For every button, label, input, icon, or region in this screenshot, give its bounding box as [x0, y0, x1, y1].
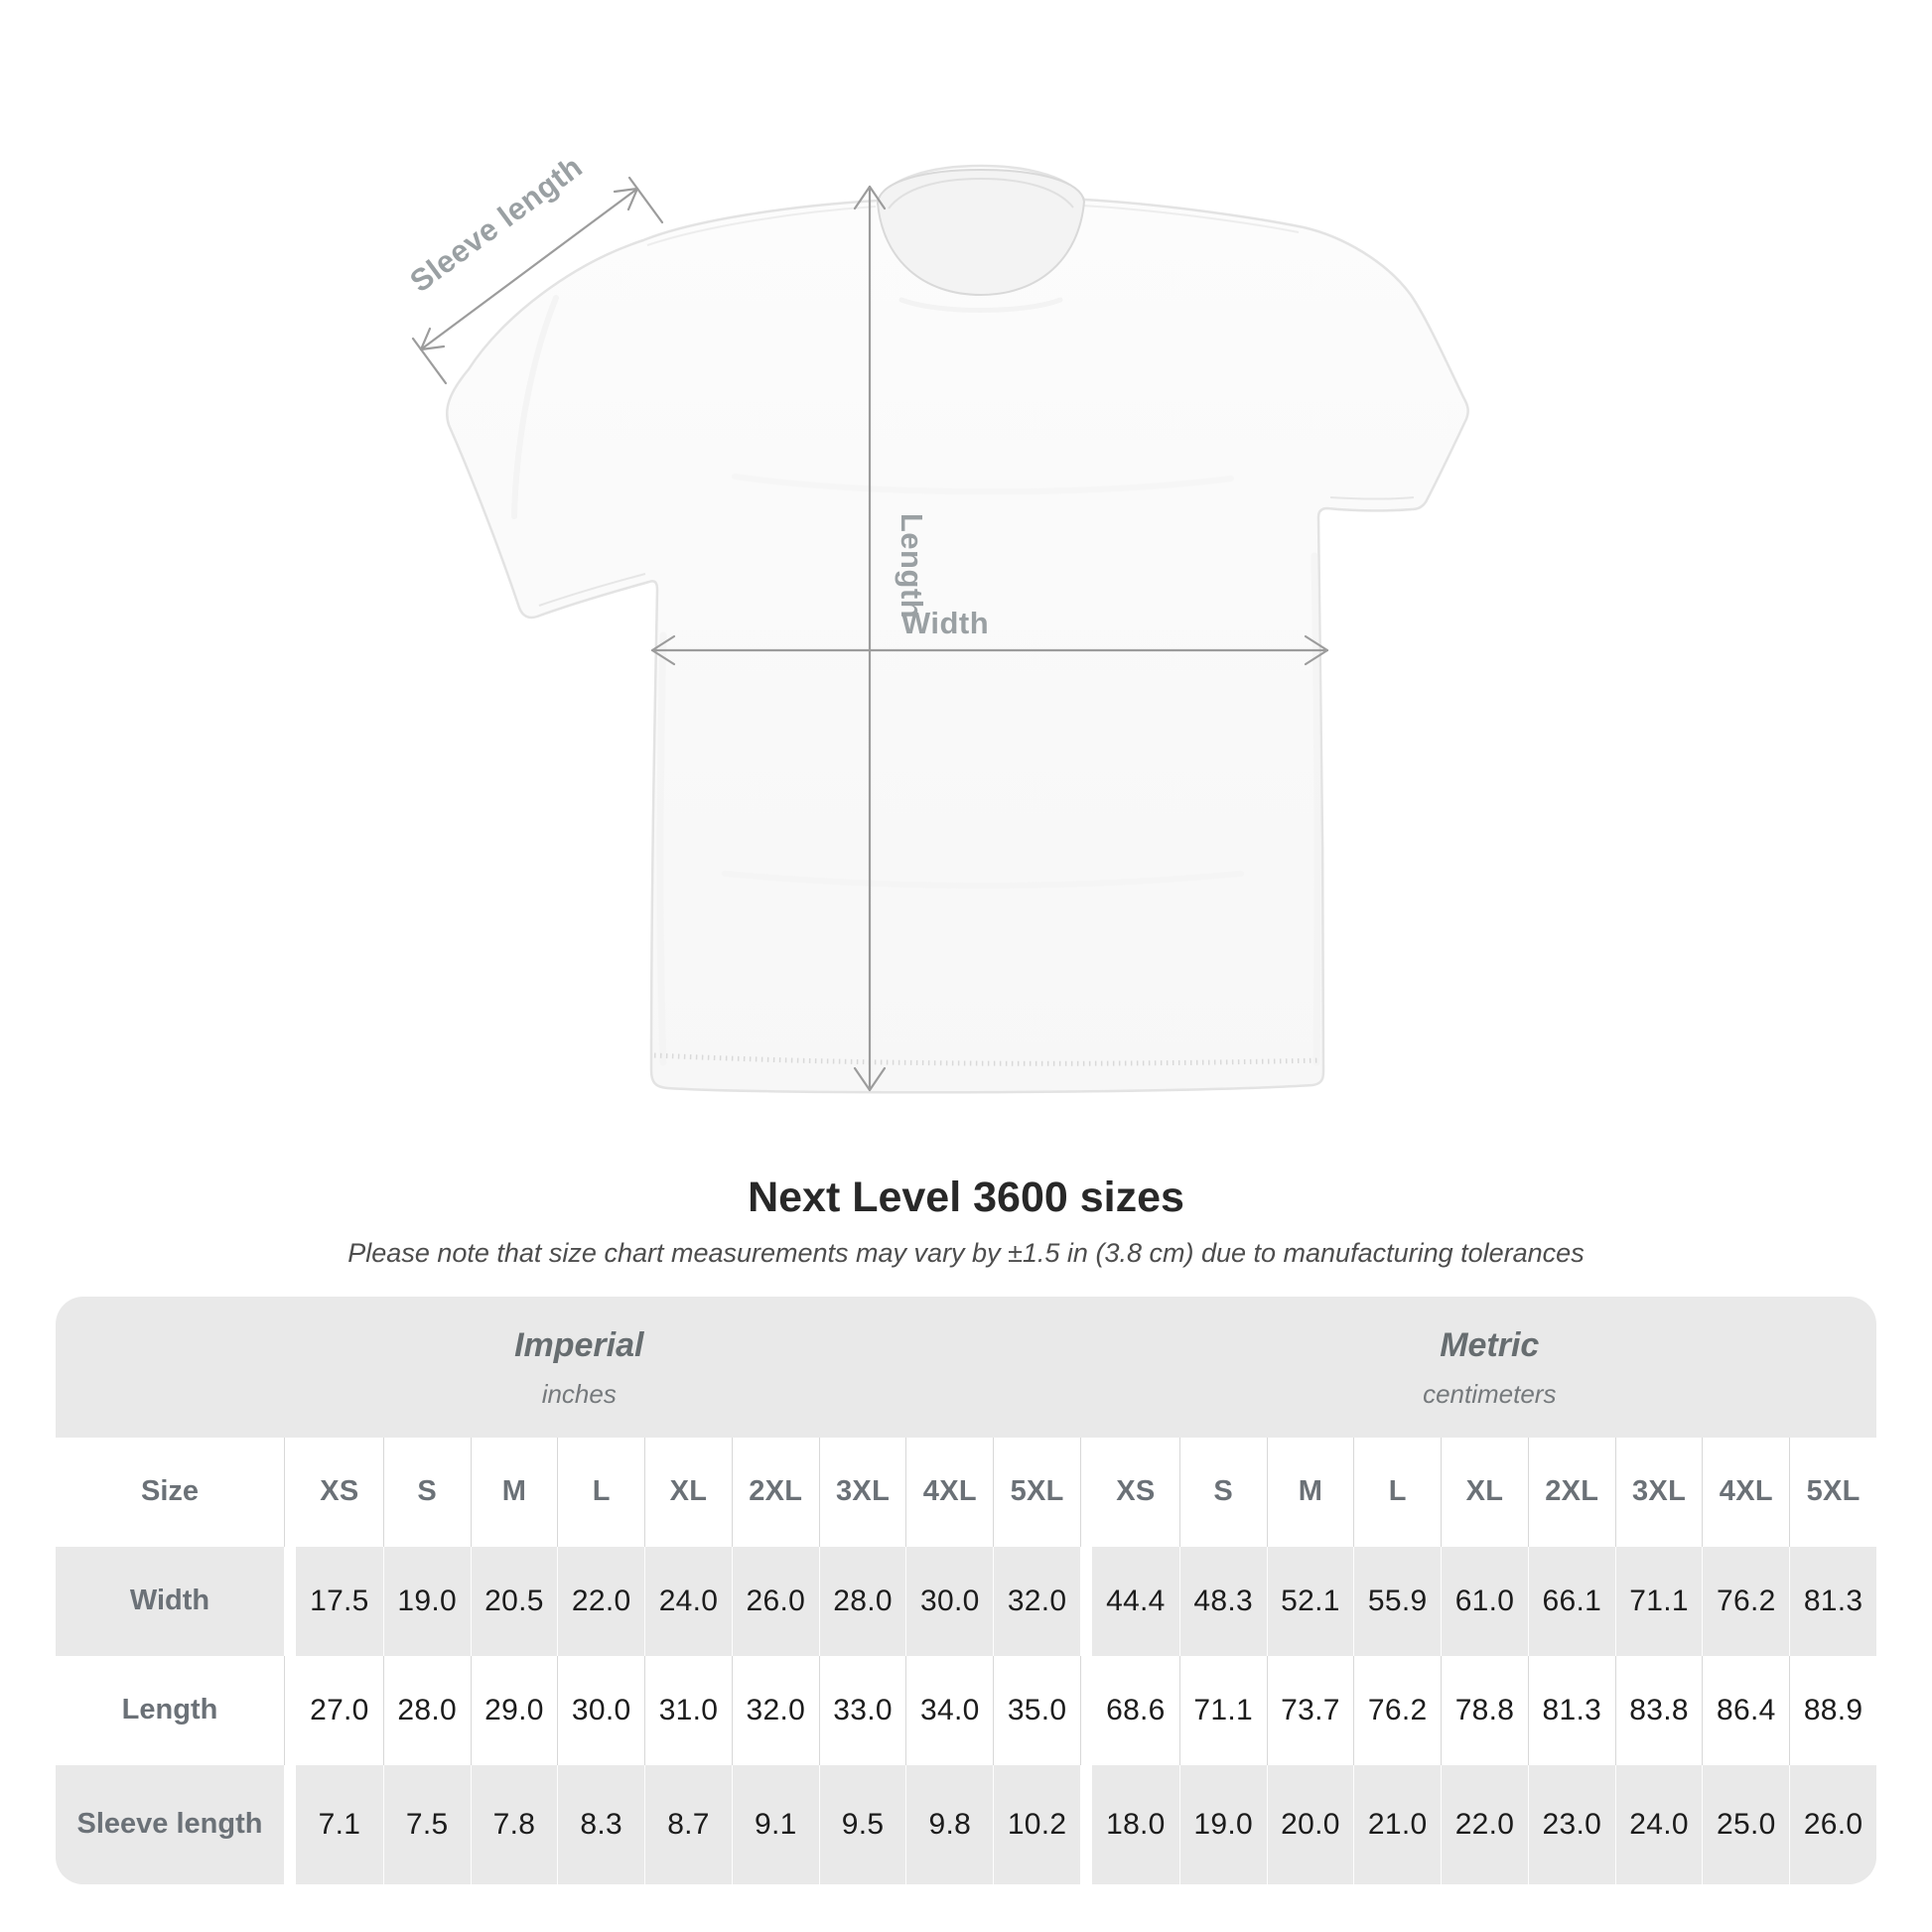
size-value-cell: 44.4: [1106, 1584, 1166, 1617]
size-value-cell: 30.0: [905, 1547, 993, 1656]
size-value-cell: 86.4: [1702, 1656, 1789, 1765]
section-separator: [1080, 1547, 1092, 1656]
size-column-header: 3XL: [819, 1438, 906, 1547]
section-separator: [1080, 1765, 1092, 1884]
size-column-header: 4XL: [1702, 1438, 1789, 1547]
size-value-cell: 20.5: [471, 1547, 558, 1656]
size-chart-table: [56, 1297, 1876, 1884]
size-value-cell: 71.1: [1179, 1656, 1267, 1765]
size-value-cell: 66.1: [1528, 1547, 1615, 1656]
section-separator: [1080, 1656, 1092, 1765]
size-grid: [56, 1438, 1876, 1884]
size-header-label: Size: [140, 1475, 200, 1508]
page-title: Next Level 3600 sizes: [748, 1173, 1184, 1221]
size-column-header: 2XL: [732, 1438, 819, 1547]
table-row: [56, 1547, 1876, 1656]
size-value-cell: 24.0: [644, 1547, 732, 1656]
size-value-cell: 26.0: [732, 1547, 819, 1656]
size-value-cell: 31.0: [644, 1656, 732, 1765]
size-value-cell: 8.7: [644, 1765, 732, 1884]
size-value-cell: 20.0: [1267, 1765, 1354, 1884]
size-value-cell: 29.0: [471, 1656, 558, 1765]
size-column-header: S: [383, 1438, 471, 1547]
size-value-cell: 52.1: [1267, 1547, 1354, 1656]
size-column-header: 5XL: [993, 1438, 1080, 1547]
section-separator: [284, 1438, 296, 1547]
size-value-cell: 7.8: [471, 1765, 558, 1884]
size-value-cell: 48.3: [1179, 1547, 1267, 1656]
size-value-cell: 27.0: [310, 1693, 369, 1726]
size-value-cell: 73.7: [1267, 1656, 1354, 1765]
table-row: [56, 1656, 1876, 1765]
size-value-cell: 81.3: [1528, 1656, 1615, 1765]
section-separator: [284, 1656, 296, 1765]
section-separator: [284, 1547, 296, 1656]
size-value-cell: 30.0: [557, 1656, 644, 1765]
imperial-section-header: [56, 1297, 1103, 1438]
size-column-header: L: [1353, 1438, 1441, 1547]
sleeve-length-tick-end: [629, 178, 662, 222]
size-value-cell: 83.8: [1615, 1656, 1703, 1765]
size-value-cell: 9.8: [905, 1765, 993, 1884]
size-value-cell: 33.0: [819, 1656, 906, 1765]
size-column-header: 4XL: [905, 1438, 993, 1547]
size-value-cell: 9.1: [732, 1765, 819, 1884]
length-label: Length: [895, 512, 929, 620]
size-column-header: S: [1179, 1438, 1267, 1547]
sleeve-length-tick-start: [413, 339, 446, 383]
metric-title: Metric: [1440, 1325, 1540, 1364]
metric-unit: centimeters: [1423, 1378, 1557, 1409]
body-left-shade: [660, 635, 663, 1062]
size-value-cell: 19.0: [1179, 1765, 1267, 1884]
imperial-unit: inches: [541, 1378, 617, 1409]
size-value-cell: 22.0: [557, 1547, 644, 1656]
size-value-cell: 68.6: [1106, 1693, 1166, 1726]
size-column-header: 5XL: [1789, 1438, 1876, 1547]
size-value-cell: 7.1: [318, 1807, 361, 1841]
size-column-header: 3XL: [1615, 1438, 1703, 1547]
size-value-cell: 17.5: [310, 1584, 369, 1617]
size-value-cell: 55.9: [1353, 1547, 1441, 1656]
size-value-cell: 35.0: [993, 1656, 1080, 1765]
imperial-title: Imperial: [514, 1325, 644, 1364]
size-value-cell: 7.5: [383, 1765, 471, 1884]
size-value-cell: 78.8: [1441, 1656, 1528, 1765]
table-row: [56, 1438, 1876, 1547]
size-column-header: XL: [1441, 1438, 1528, 1547]
sleeve-length-label: Sleeve length: [403, 149, 590, 300]
width-label: Width: [900, 606, 990, 640]
size-column-header: M: [1267, 1438, 1354, 1547]
metric-section-header: [1103, 1297, 1876, 1438]
size-value-cell: 32.0: [993, 1547, 1080, 1656]
size-value-cell: 76.2: [1702, 1547, 1789, 1656]
size-value-cell: 21.0: [1353, 1765, 1441, 1884]
size-value-cell: 28.0: [819, 1547, 906, 1656]
size-value-cell: 71.1: [1615, 1547, 1703, 1656]
size-value-cell: 34.0: [905, 1656, 993, 1765]
size-column-header: XL: [644, 1438, 732, 1547]
table-row: [56, 1765, 1876, 1884]
row-label: Length: [121, 1694, 218, 1726]
size-value-cell: 28.0: [383, 1656, 471, 1765]
size-value-cell: 19.0: [383, 1547, 471, 1656]
unit-header-band: [56, 1297, 1876, 1438]
size-column-header: XS: [1116, 1475, 1156, 1508]
size-column-header: 2XL: [1528, 1438, 1615, 1547]
size-value-cell: 18.0: [1106, 1807, 1166, 1841]
size-value-cell: 23.0: [1528, 1765, 1615, 1884]
section-separator: [1080, 1438, 1092, 1547]
size-value-cell: 26.0: [1789, 1765, 1876, 1884]
size-value-cell: 8.3: [557, 1765, 644, 1884]
row-label: Width: [129, 1585, 210, 1617]
size-column-header: XS: [320, 1475, 359, 1508]
size-value-cell: 32.0: [732, 1656, 819, 1765]
size-value-cell: 76.2: [1353, 1656, 1441, 1765]
row-label: Sleeve length: [76, 1808, 263, 1841]
size-value-cell: 22.0: [1441, 1765, 1528, 1884]
size-value-cell: 9.5: [819, 1765, 906, 1884]
section-separator: [284, 1765, 296, 1884]
size-value-cell: 61.0: [1441, 1547, 1528, 1656]
size-value-cell: 88.9: [1789, 1656, 1876, 1765]
size-column-header: L: [557, 1438, 644, 1547]
size-value-cell: 81.3: [1789, 1547, 1876, 1656]
size-value-cell: 25.0: [1702, 1765, 1789, 1884]
size-column-header: M: [471, 1438, 558, 1547]
size-value-cell: 24.0: [1615, 1765, 1703, 1884]
size-value-cell: 10.2: [993, 1765, 1080, 1884]
body-right-shade: [1314, 556, 1317, 1062]
tolerance-note: Please note that size chart measurements may vary by ±1.5 in (3.8 cm) due to manufacturing tolerances: [347, 1237, 1585, 1268]
